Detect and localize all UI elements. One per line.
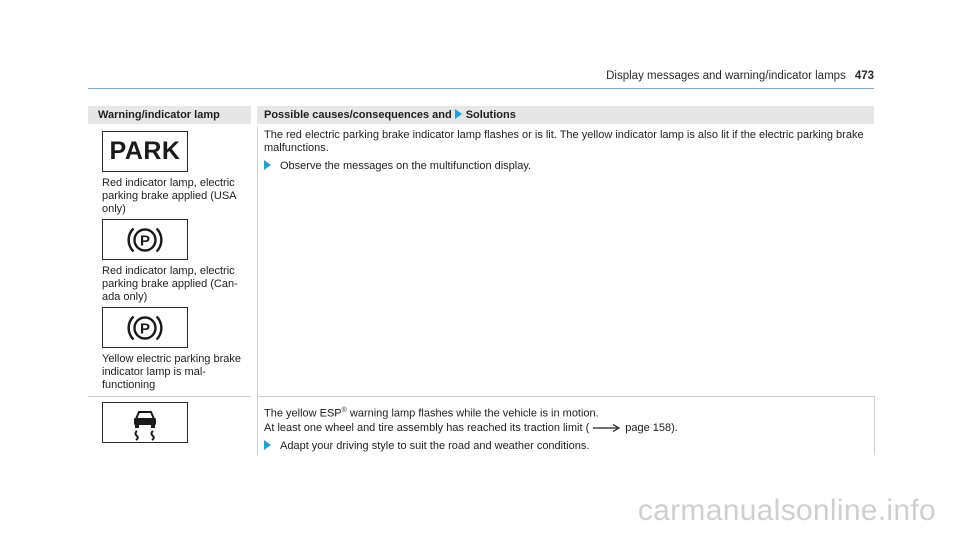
- watermark: carmanualsonline.info: [637, 494, 936, 527]
- row2-cause-text: [264, 404, 869, 421]
- esp-skid-icon: [125, 405, 165, 441]
- bullet-arrow-icon: [264, 160, 271, 170]
- park-text-icon: PARK: [109, 137, 181, 165]
- bullet-arrow-icon: [264, 440, 271, 450]
- lamp-description: Red indicator lamp, electric parking brake applied (USA only): [102, 177, 236, 215]
- row2-solution-text: Adapt your driving style to suit the road and weather conditions.: [280, 440, 590, 452]
- page-reference-arrow-icon: [593, 423, 621, 433]
- row1-solution: [264, 160, 531, 173]
- page-header: [88, 70, 874, 82]
- row2-line2-text: At least one wheel and tire assembly has reached its traction limit (: [264, 422, 590, 434]
- parking-brake-malfunction-lamp-box: [102, 307, 188, 348]
- registered-mark: ®: [341, 407, 347, 414]
- header-rule: [88, 88, 874, 89]
- row2-text-b: warning lamp flashes while the vehicle is in motion.: [346, 407, 599, 420]
- page-reference-link[interactable]: page 158).: [625, 422, 678, 434]
- col-header-solutions-text: Solutions: [465, 109, 516, 121]
- parking-brake-lamp-box: [102, 219, 188, 260]
- parking-brake-icon: [125, 311, 165, 345]
- column-divider: [257, 127, 258, 455]
- solutions-arrow-icon: [455, 109, 462, 119]
- row1-cause-text: The red electric parking brake indicator lamp flashes or is lit. The yellow indicator lamp is also lit if the electric parking brake malfunctions.: [264, 129, 864, 154]
- col-header-lamp: Warning/indicator lamp: [88, 106, 251, 124]
- row2-text-a: The yellow ESP: [264, 407, 342, 420]
- table-right-edge: [874, 396, 875, 455]
- lamp-description: Red indicator lamp, electric parking brake applied (Can- ada only): [102, 265, 238, 303]
- page-number: 473: [854, 70, 874, 82]
- parking-brake-icon: [125, 223, 165, 257]
- row1-solution-text: Observe the messages on the multifunction display.: [280, 160, 532, 172]
- svg-text:P: P: [139, 320, 151, 337]
- esp-lamp-box: [102, 402, 188, 443]
- row-divider-right: [257, 396, 874, 397]
- row-divider: [88, 396, 251, 397]
- park-lamp-box: [102, 131, 188, 172]
- lamp-description: Yellow electric parking brake indicator lamp is mal- functioning: [102, 353, 241, 391]
- svg-text:P: P: [139, 232, 151, 249]
- row2-solution: [264, 440, 589, 453]
- row2-traction-text: [264, 422, 869, 435]
- col-header-causes-text: Possible causes/consequences and: [264, 109, 452, 121]
- header-title: Display messages and warning/indicator lamps: [606, 70, 846, 82]
- col-header-causes: [257, 106, 874, 124]
